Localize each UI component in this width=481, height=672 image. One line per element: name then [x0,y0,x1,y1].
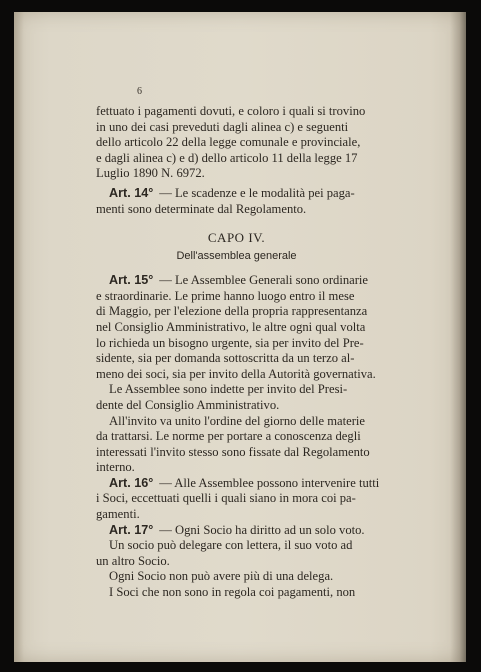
text-line: meno dei soci, sia per invito della Autorità governativa. [96,366,376,381]
text-line: in uno dei casi preveduti dagli alinea c) e seguenti [96,119,349,134]
text-line: — Le Assemblee Generali sono ordinarie [159,273,369,288]
text-line: dello articolo 22 della legge comunale e provinciale, [96,135,361,150]
text-line: gamenti. [96,507,140,522]
text-line: — Alle Assemblee possono intervenire tutti [159,475,380,490]
chapter-subheading: Dell'assemblea generale [176,250,297,263]
article-label: Art. 17° [109,522,154,537]
chapter-heading: CAPO IV. [207,230,266,246]
page-text [96,86,380,601]
paragraph-soci: I Soci che non sono in regola coi pagamenti, non [109,585,356,600]
text-line: interessati l'invito stesso sono fissate dal Regolamento [96,444,370,459]
text-line: All'invito va unito l'ordine del giorno delle materie [109,413,366,428]
article-label: Art. 16° [109,475,154,490]
page-number: 6 [137,86,142,97]
text-line: sidente, sia per domanda sottoscritta da un terzo al- [96,351,355,366]
text-line: — Le scadenze e le modalità pei paga- [159,185,355,200]
text-line: e straordinarie. Le prime hanno luogo entro il mese [96,288,355,303]
page-gutter-shadow [14,12,24,662]
paragraph-assemblee [96,382,377,413]
paragraph-payments [96,104,377,182]
text-line: un altro Socio. [96,553,170,568]
paragraph-invito [96,414,377,476]
text-line: Le Assemblee sono indette per invito del Presi- [109,382,348,397]
article-17 [96,523,377,570]
text-line: i Soci, eccettuati quelli i quali siano in mora coi pa- [96,491,356,506]
article-15 [96,273,377,382]
text-line: da trattarsi. Le norme per portare a conoscenza degli [96,429,361,444]
text-line: — Ogni Socio ha diritto ad un solo voto. [159,522,365,537]
text-line: menti sono determinate dal Regolamento. [96,201,307,216]
text-line: Un socio può delegare con lettera, il suo voto ad [109,538,353,553]
text-line: interno. [96,460,135,475]
page-edge-shadow [450,12,466,662]
text-line: fettuato i pagamenti dovuti, e coloro i quali si trovino [96,104,366,118]
text-line: e dagli alinea c) e d) dello articolo 11 della legge 17 [96,150,358,165]
paragraph-delega: Ogni Socio non può avere più di una delega. [109,569,334,584]
article-16 [96,475,380,523]
text-line: dente del Consiglio Amministrativo. [96,397,280,412]
text-line: nel Consiglio Amministrativo, le altre ogni qual volta [96,319,366,334]
article-label: Art. 14° [109,185,154,200]
text-line: di Maggio, per l'elezione della propria rappresentanza [96,304,368,319]
text-line: lo richieda un bisogno urgente, sia per invito del Pre- [96,335,364,350]
text-line: Luglio 1890 N. 6972. [96,166,205,181]
article-14 [96,186,377,217]
article-label: Art. 15° [109,273,154,288]
